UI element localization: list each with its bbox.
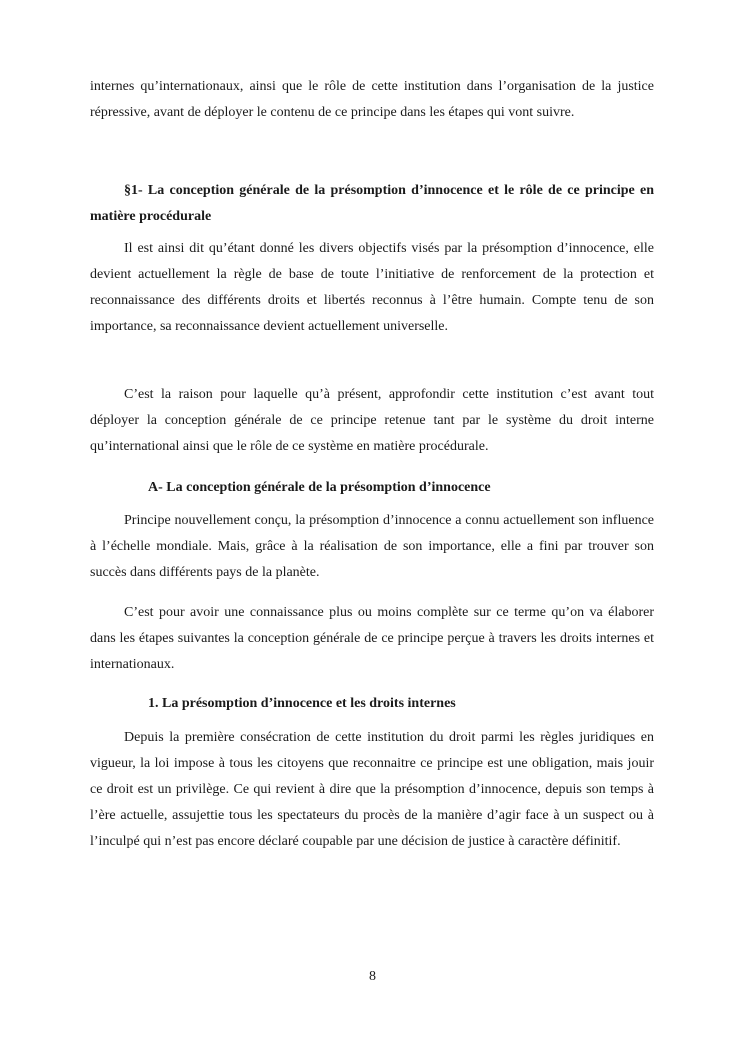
paragraph-intro: internes qu’internationaux, ainsi que le rôle de cette institution dans l’organisation de la justice répressive, avant de déployer le contenu de ce principe dans les étapes qui vont suivre.	[90, 79, 654, 120]
subsection-heading-a: A- La conception générale de la présomption d’innocence	[148, 480, 491, 495]
paragraph-1: Il est ainsi dit qu’étant donné les divers objectifs visés par la présomption d’innocence, elle devient actuellement la règle de base de toute l’initiative de renforcement de la protection et reconnaissance des différents droits et libertés reconnus à l’être humain. Compte tenu de son importance, sa reconnaissance devient actuellement universelle.	[90, 241, 654, 334]
paragraph-2: C’est la raison pour laquelle qu’à présent, approfondir cette institution c’est avant tout déployer la conception générale de ce principe retenue tant par le système du droit interne qu’international ainsi que le rôle de ce système en matière procédurale.	[90, 387, 654, 454]
subsection-heading-1: 1. La présomption d’innocence et les droits internes	[148, 696, 456, 711]
paragraph-4: C’est pour avoir une connaissance plus ou moins complète sur ce terme qu’on va élaborer dans les étapes suivantes la conception générale de ce principe perçue à travers les droits internes et internationaux.	[90, 605, 654, 672]
paragraph-5: Depuis la première consécration de cette institution du droit parmi les règles juridiques en vigueur, la loi impose à tous les citoyens que reconnaitre ce principe est une obligation, mais jouir ce droit est un privilège. Ce qui revient à dire que la présomption d’innocence, depuis son temps à l’ère actuelle, assujettie tous les spectateurs du procès de la manière d’agir face à un suspect ou à l’inculpé qui n’est pas encore déclaré coupable par une décision de justice à caractère définitif.	[90, 730, 654, 849]
paragraph-3: Principe nouvellement conçu, la présomption d’innocence a connu actuellement son influence à l’échelle mondiale. Mais, grâce à la réalisation de son importance, elle a fini par trouver son succès dans différents pays de la planète.	[90, 513, 654, 580]
section-heading: §1- La conception générale de la présomption d’innocence et le rôle de ce principe en matière procédurale	[90, 183, 654, 224]
page-number: 8	[369, 969, 376, 984]
